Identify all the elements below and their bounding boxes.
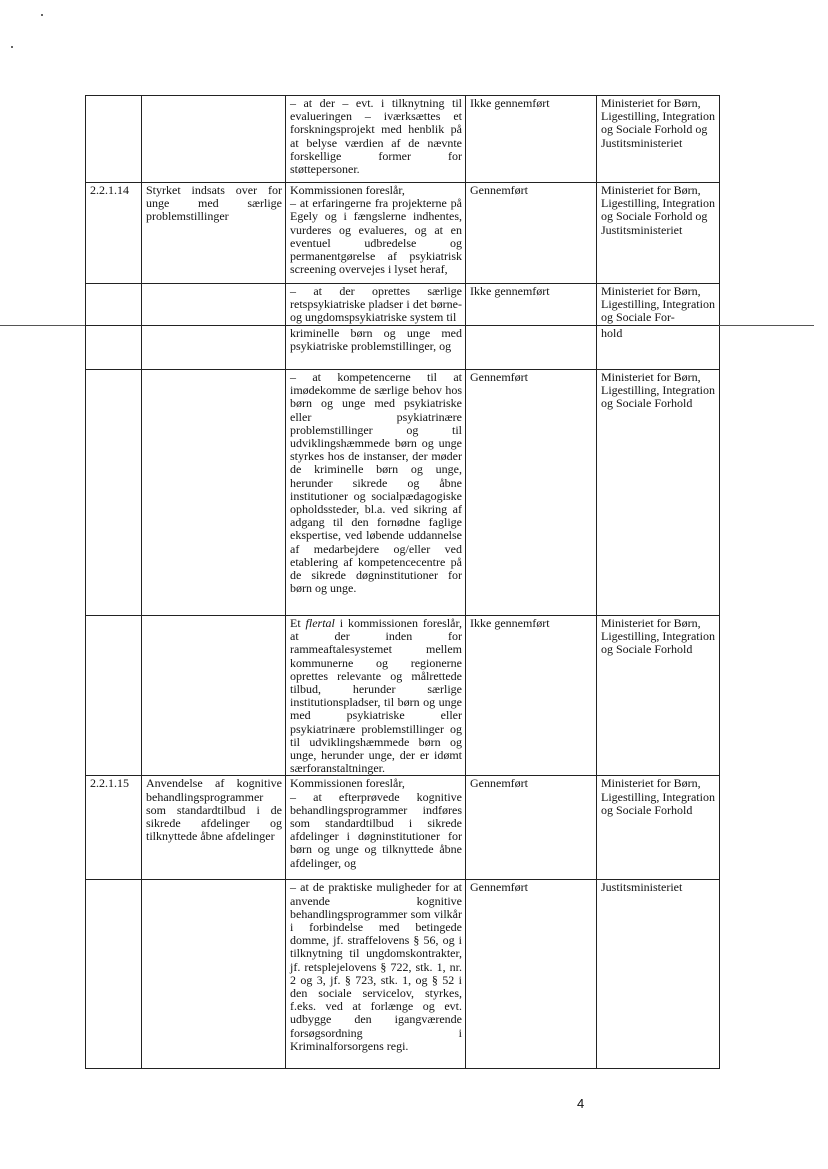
recommendation-rest: i kommissionen foreslår, at der inden for rammeaftalesystemet mellem kommunerne og regionerne oprettes relevante og målrettede tilbud, herunder særlige institutionspladser, til børn og unge med psykiatriske eller psykiatrinære problemstillinger og til udviklingshæmmede børn og unge, herunder unge, der er idømt særforanstaltninger. bbox=[290, 616, 463, 776]
number-cell bbox=[86, 880, 142, 1069]
scan-speck bbox=[11, 46, 13, 48]
recommendation-cell: – at der oprettes særlige retspsykiatriske pladser i det børne- og ungdomspsykiatriske system til bbox=[286, 284, 466, 326]
status-cell: Ikke gennemført bbox=[466, 96, 597, 183]
topic-cell: Anvendelse af kognitive behandlingsprogrammer som standardtilbud i de sikrede afdelinger og tilknyttede åbne afdelinger bbox=[142, 776, 286, 880]
ministry-cell: Ministeriet for Børn, Ligestilling, Integration og Sociale Forhold bbox=[597, 370, 720, 616]
table-row bbox=[86, 776, 720, 880]
number-cell bbox=[86, 96, 142, 183]
number-cell bbox=[86, 326, 142, 370]
status-cell: Gennemført bbox=[466, 880, 597, 1069]
topic-cell bbox=[142, 616, 286, 776]
topic-cell: Styrket indsats over for unge med særlige problemstillinger bbox=[142, 183, 286, 284]
table-row bbox=[86, 284, 720, 326]
table-row bbox=[86, 96, 720, 183]
table-row bbox=[86, 326, 720, 370]
recommendation-cell: – at der – evt. i tilknytning til evalueringen – iværksættes et forskningsprojekt med henblik på at belyse værdien af de nævnte forskellige former for støttepersoner. bbox=[286, 96, 466, 183]
page-number: 4 bbox=[577, 1096, 585, 1111]
ministry-cell: Justitsministeriet bbox=[597, 880, 720, 1069]
status-cell: Gennemført bbox=[466, 776, 597, 880]
scan-speck bbox=[41, 14, 43, 16]
table-row bbox=[86, 880, 720, 1069]
table-row bbox=[86, 616, 720, 776]
ministry-cell: Ministeriet for Børn, Ligestilling, Integration og Sociale Forhold bbox=[597, 616, 720, 776]
table-row bbox=[86, 370, 720, 616]
recommendation-cell bbox=[286, 616, 466, 776]
scan-artifact-line bbox=[0, 325, 85, 326]
status-cell: Gennemført bbox=[466, 370, 597, 616]
status-cell bbox=[466, 326, 597, 370]
recommendation-cell: kriminelle børn og unge med psykiatriske problemstillinger, og bbox=[286, 326, 466, 370]
recommendation-cell: Kommissionen foreslår, – at erfaringerne fra projekterne på Egely og i fængslerne indhentes, vurderes og evalueres, og at en eventuel udbredelse og permanentgørelse af psykiatrisk screening overvejes i lyset heraf, bbox=[286, 183, 466, 284]
topic-cell bbox=[142, 370, 286, 616]
ministry-cell: Ministeriet for Børn, Ligestilling, Integration og Sociale Forhold bbox=[597, 776, 720, 880]
number-cell: 2.2.1.14 bbox=[86, 183, 142, 284]
recommendation-cell: – at kompetencerne til at imødekomme de særlige behov hos børn og unge med psykiatriske eller psykiatrinære problemstillinger og til udviklingshæmmede børn og unge styrkes hos de instanser, der møder de kriminelle børn og unge, herunder sikrede og åbne institutioner og socialpædagogiske opholdssteder, bl.a. ved sikring af adgang til den fornødne faglige ekspertise, ved løbende uddannelse af medarbejdere og/eller ved etablering af kompetencecentre på de sikrede døgninstitutioner for børn og unge. bbox=[286, 370, 466, 616]
ministry-cell: Ministeriet for Børn, Ligestilling, Integration og Sociale Forhold og Justitsministeriet bbox=[597, 96, 720, 183]
number-cell: 2.2.1.15 bbox=[86, 776, 142, 880]
recommendation-cell: – at de praktiske muligheder for at anvende kognitive behandlingsprogrammer som vilkår i forbindelse med betingede domme, jf. straffelovens § 56, og i tilknytning til ungdomskontrakter, jf. retsplejelovens § 722, stk. 1, nr. 2 og 3, jf. § 723, stk. 1, og § 52 i den sociale servicelov, styrkes, f.eks. ved at forlænge og evt. udbygge den igangværende forsøgsordning i Kriminalforsorgens regi. bbox=[286, 880, 466, 1069]
number-cell bbox=[86, 616, 142, 776]
topic-cell bbox=[142, 284, 286, 326]
topic-cell bbox=[142, 96, 286, 183]
topic-cell bbox=[142, 326, 286, 370]
recommendation-lead: Et bbox=[290, 616, 306, 630]
topic-cell bbox=[142, 880, 286, 1069]
number-cell bbox=[86, 284, 142, 326]
status-cell: Gennemført bbox=[466, 183, 597, 284]
ministry-cell: hold bbox=[597, 326, 720, 370]
table-row bbox=[86, 183, 720, 284]
ministry-cell: Ministeriet for Børn, Ligestilling, Integration og Sociale Forhold og Justitsministeriet bbox=[597, 183, 720, 284]
emphasis-text: flertal bbox=[305, 616, 335, 630]
number-cell bbox=[86, 370, 142, 616]
recommendation-cell: Kommissionen foreslår, – at efterprøvede kognitive behandlingsprogrammer indføres som standardtilbud i sikrede afdelinger i døgninstitutioner for børn og unge og tilknyttede åbne afdelinger, og bbox=[286, 776, 466, 880]
scan-artifact-line bbox=[719, 325, 814, 326]
ministry-cell: Ministeriet for Børn, Ligestilling, Integration og Sociale For- bbox=[597, 284, 720, 326]
status-cell: Ikke gennemført bbox=[466, 284, 597, 326]
recommendations-table bbox=[85, 95, 720, 1069]
status-cell: Ikke gennemført bbox=[466, 616, 597, 776]
